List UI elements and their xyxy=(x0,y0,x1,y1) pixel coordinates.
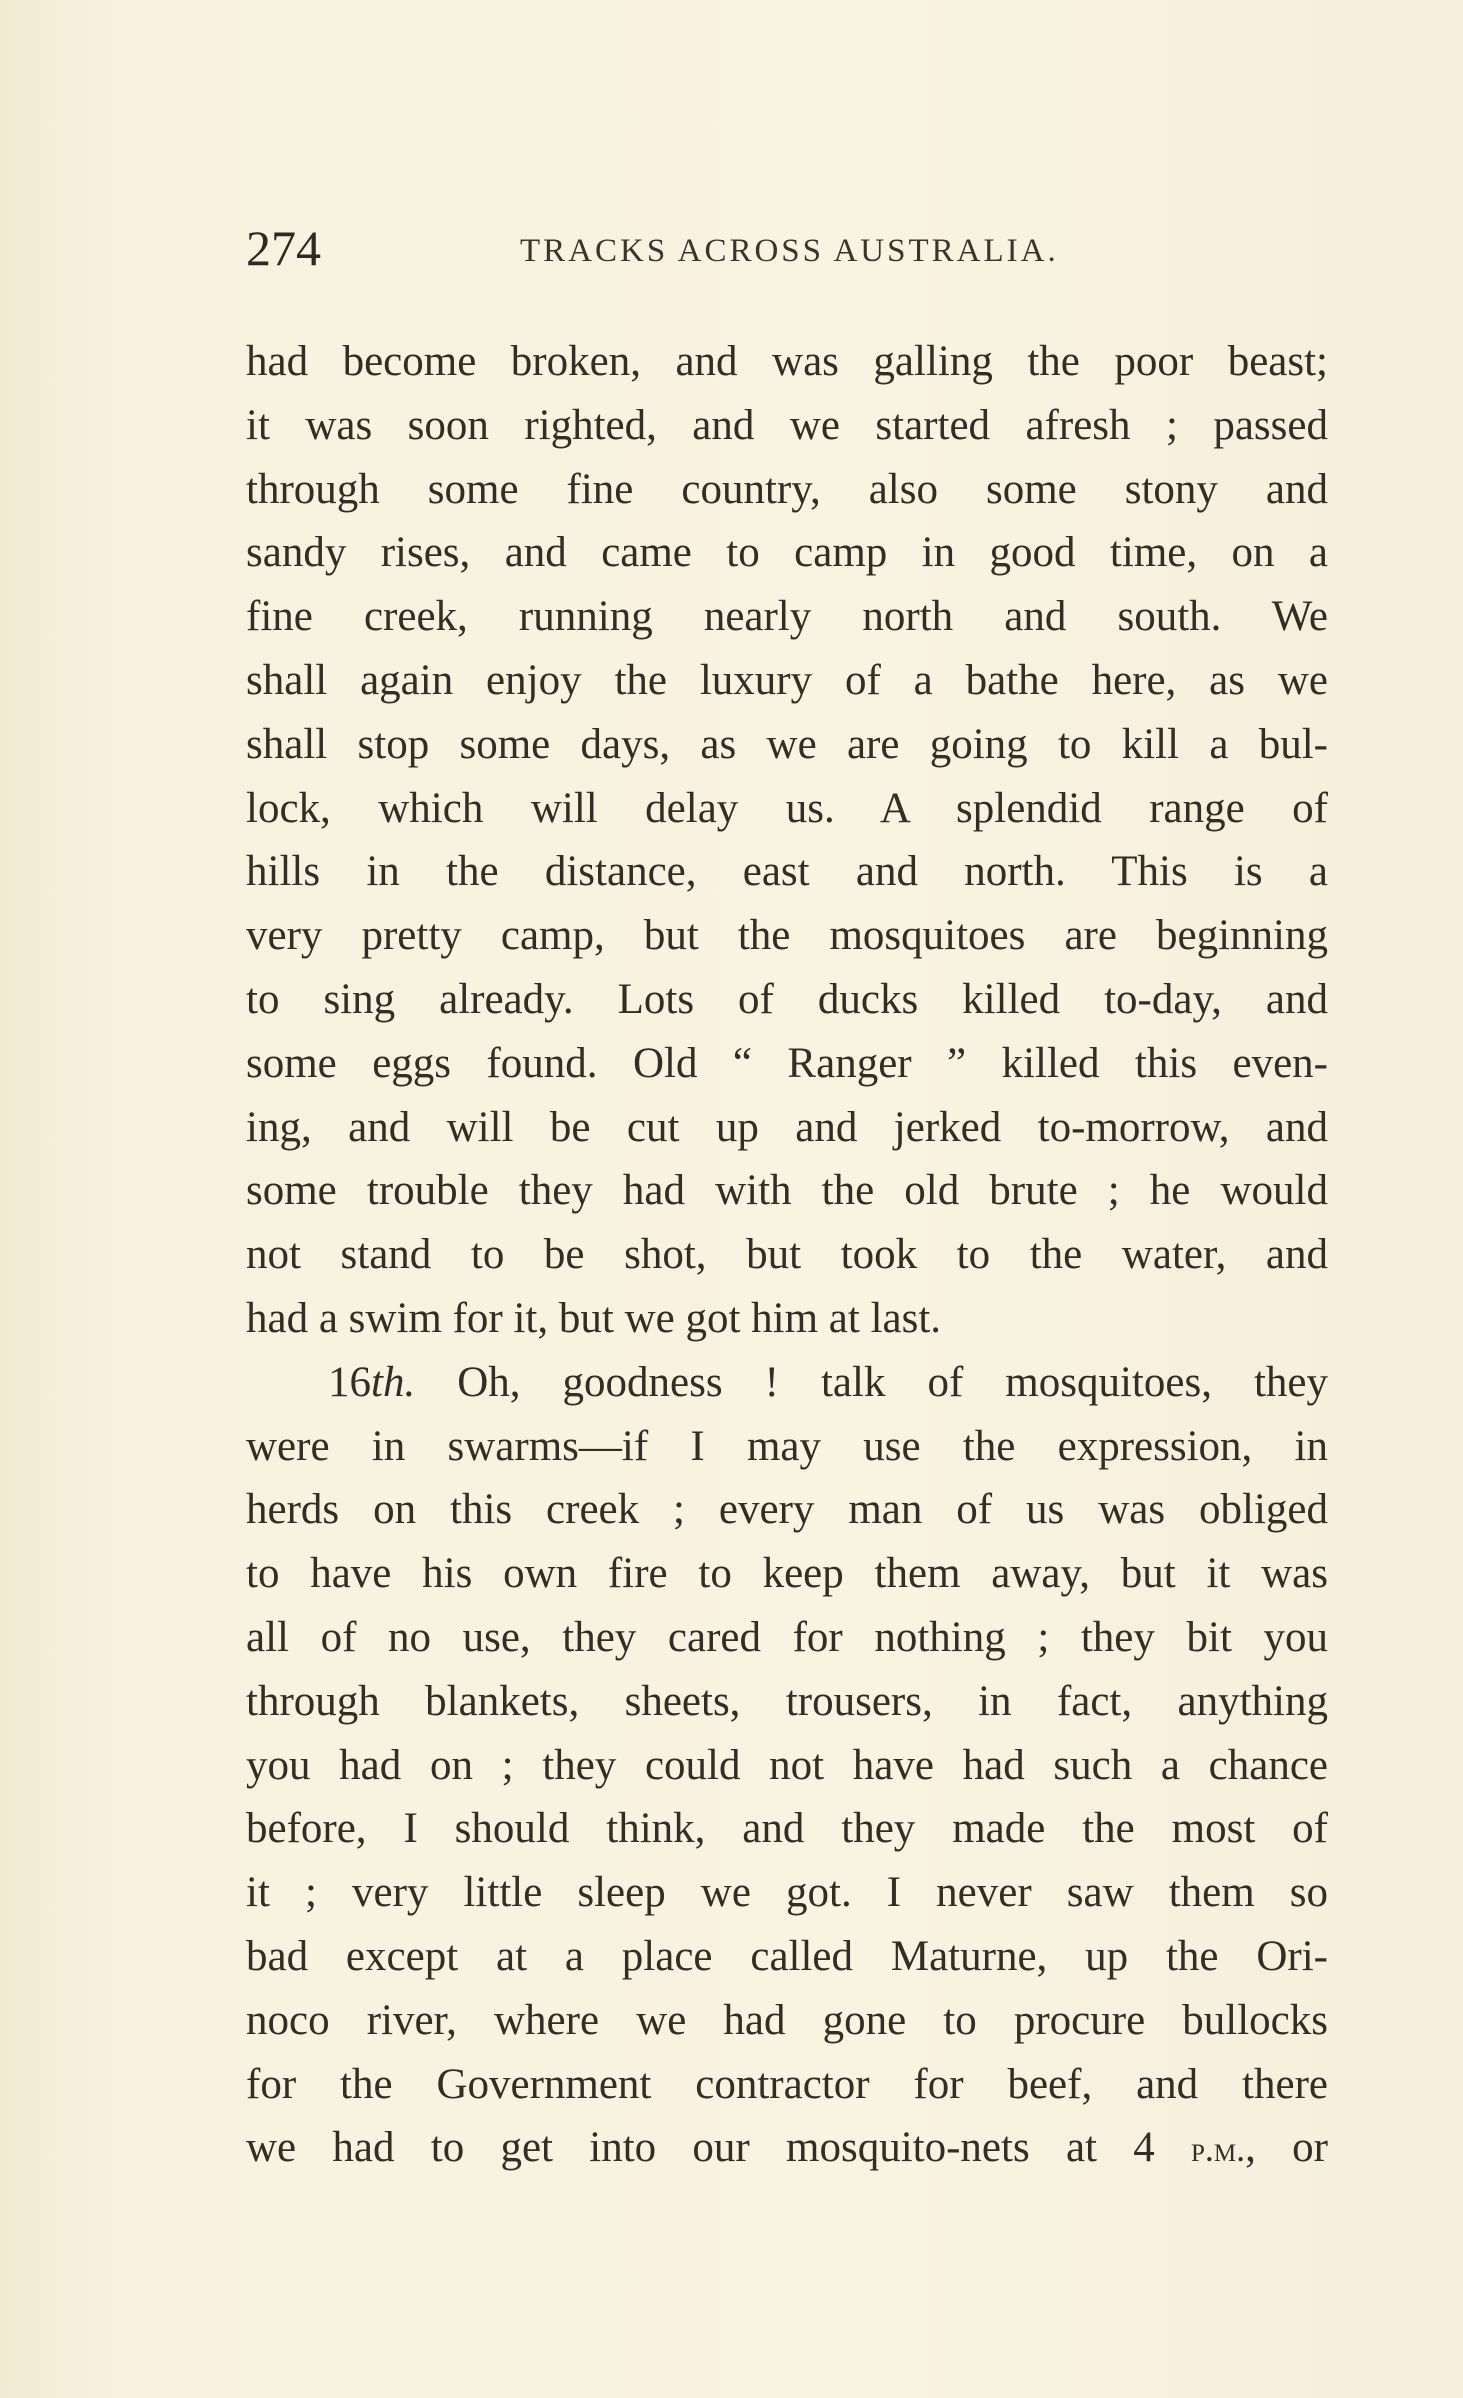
text-line: through blankets, sheets, trousers, in fact, anything xyxy=(246,1677,1328,1725)
text-line: were in swarms—if I may use the expression, in xyxy=(246,1422,1328,1470)
running-title: TRACKS ACROSS AUSTRALIA. xyxy=(520,233,1059,269)
text-line: ing, and will be cut up and jerked to-morrow, and xyxy=(246,1103,1328,1151)
page-number: 274 xyxy=(246,220,321,276)
text-line: sandy rises, and came to camp in good time, on a xyxy=(246,529,1328,577)
text-line: to have his own fire to keep them away, but it was xyxy=(246,1550,1328,1598)
text-line: it ; very little sleep we got. I never saw them so xyxy=(246,1869,1328,1917)
text-line: lock, which will delay us. A splendid range of xyxy=(246,784,1328,832)
text-line: noco river, where we had gone to procure bullocks xyxy=(246,1996,1328,2044)
text-line: for the Government contractor for beef, and there xyxy=(246,2060,1328,2108)
first-line-text: Oh, goodness ! talk of mosquitoes, they xyxy=(415,1358,1328,1406)
text-line: had a swim for it, but we got him at last. xyxy=(246,1294,942,1342)
body-text xyxy=(246,330,1328,2180)
text-line: you had on ; they could not have had such a chance xyxy=(246,1741,1328,1789)
paragraph-2-last-line xyxy=(246,2116,1328,2180)
text-line: to sing already. Lots of ducks killed to-day, and xyxy=(246,975,1328,1023)
text-line: herds on this creek ; every man of us was obliged xyxy=(246,1486,1328,1534)
date-suffix: th. xyxy=(371,1358,416,1406)
paragraph-2-first-line xyxy=(246,1351,1328,1415)
text-line: it was soon righted, and we started afresh ; passed xyxy=(246,401,1328,449)
paragraph-1 xyxy=(246,330,1328,1351)
text-line: had become broken, and was galling the poor beast; xyxy=(246,338,1328,385)
running-head xyxy=(246,218,1326,278)
text-line: some trouble they had with the old brute ; he would xyxy=(246,1167,1328,1215)
date-number: 16 xyxy=(328,1358,371,1406)
text-line: all of no use, they cared for nothing ; they bit you xyxy=(246,1613,1328,1661)
text-line: very pretty camp, but the mosquitoes are beginning xyxy=(246,912,1328,960)
text-line: shall stop some days, as we are going to kill a bul- xyxy=(246,720,1328,768)
text-line: before, I should think, and they made the most of xyxy=(246,1805,1328,1853)
text-line: not stand to be shot, but took to the water, and xyxy=(246,1231,1328,1279)
last-line-end: , or xyxy=(1245,2124,1328,2172)
paragraph-2-lines xyxy=(246,1415,1328,2117)
text-line: some eggs found. Old “ Ranger ” killed this even- xyxy=(246,1039,1328,1087)
paragraph-2 xyxy=(246,1351,1328,2180)
text-line: shall again enjoy the luxury of a bathe here, as we xyxy=(246,656,1328,704)
time-abbrev: p.m. xyxy=(1191,2129,1246,2170)
text-line: fine creek, running nearly north and south. We xyxy=(246,593,1328,641)
text-line: through some fine country, also some stony and xyxy=(246,465,1328,513)
last-line-start: we had to get into our mosquito-nets at 4 xyxy=(246,2124,1192,2172)
text-line: bad except at a place called Maturne, up the Ori- xyxy=(246,1932,1328,1980)
text-line: hills in the distance, east and north. This is a xyxy=(246,848,1328,896)
